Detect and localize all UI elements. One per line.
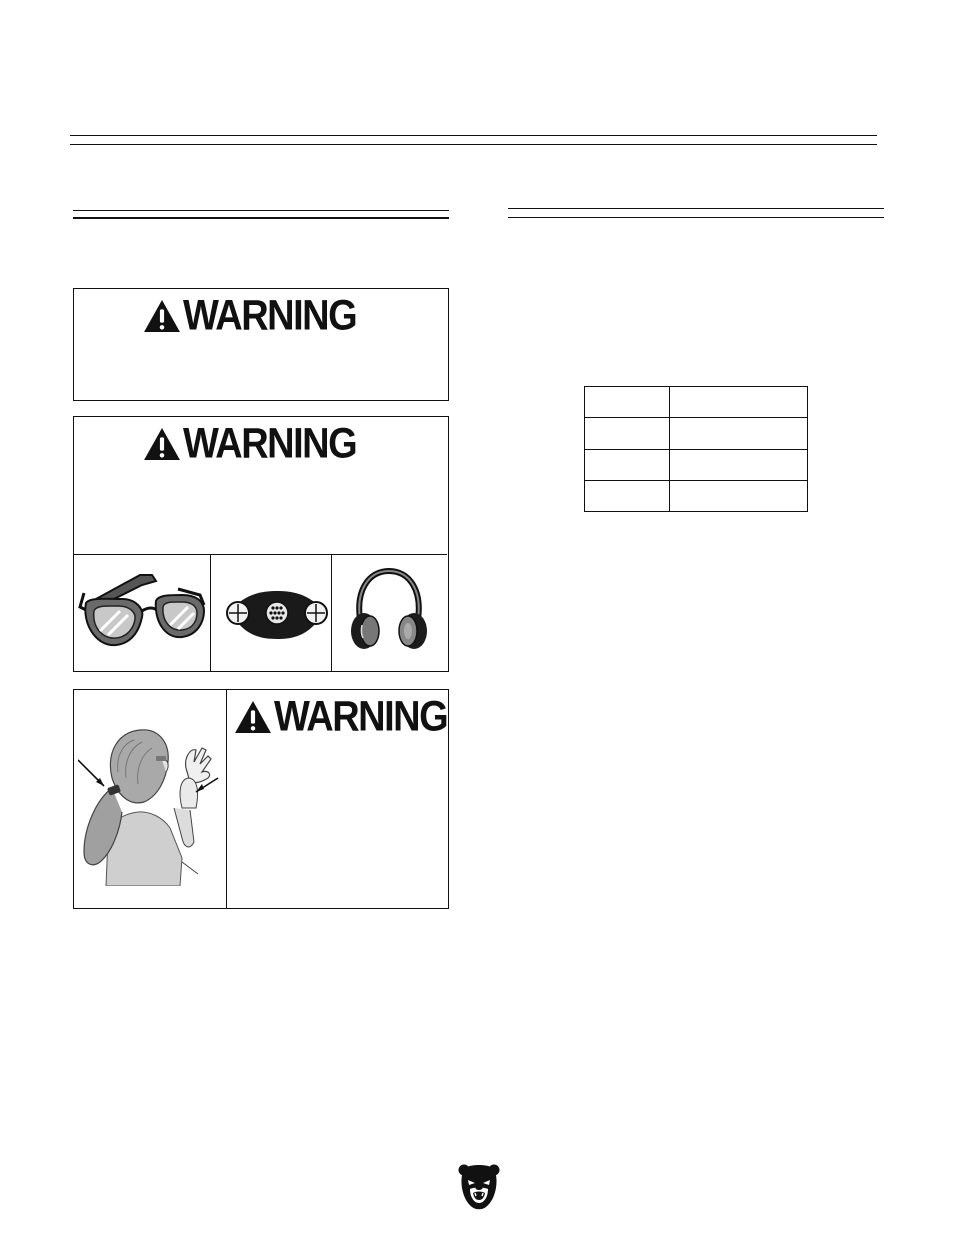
ppe-divider-1 bbox=[210, 555, 211, 672]
bear-head-logo bbox=[458, 1163, 500, 1211]
table-cell bbox=[670, 480, 808, 511]
safety-glasses-icon bbox=[78, 571, 210, 653]
exclamation-triangle-icon bbox=[143, 427, 181, 461]
earmuffs-icon bbox=[344, 565, 434, 659]
ppe-icon-row bbox=[74, 554, 447, 672]
table-cell bbox=[585, 387, 670, 418]
warning-heading-2: WARNING bbox=[143, 425, 356, 463]
specification-table bbox=[584, 386, 808, 512]
header-rule-bottom bbox=[70, 144, 877, 145]
warning-box-3 bbox=[73, 689, 449, 909]
warning-box-1 bbox=[73, 288, 449, 401]
dust-mask-icon bbox=[224, 583, 330, 643]
table-cell bbox=[670, 418, 808, 449]
left-section-rule-top bbox=[73, 210, 449, 211]
loose-hair-clothing-illustration bbox=[78, 718, 224, 886]
header-rule-top bbox=[70, 135, 877, 136]
right-section-rule-bottom bbox=[508, 217, 884, 218]
warning-heading-3: WARNING bbox=[234, 698, 447, 736]
table-cell bbox=[670, 449, 808, 480]
exclamation-triangle-icon bbox=[234, 700, 272, 734]
exclamation-triangle-icon bbox=[143, 299, 181, 333]
left-section-rule-bottom bbox=[73, 217, 449, 219]
warning-heading-1: WARNING bbox=[143, 297, 356, 335]
table-cell bbox=[670, 387, 808, 418]
right-section-rule-top bbox=[508, 208, 884, 209]
table-row bbox=[585, 387, 808, 418]
table-cell bbox=[585, 480, 670, 511]
warning-3-divider bbox=[226, 690, 227, 908]
warning-box-2 bbox=[73, 416, 449, 672]
table-row bbox=[585, 418, 808, 449]
ppe-divider-2 bbox=[331, 555, 332, 672]
table-cell bbox=[585, 449, 670, 480]
table-row bbox=[585, 449, 808, 480]
table-row bbox=[585, 480, 808, 511]
table-cell bbox=[585, 418, 670, 449]
